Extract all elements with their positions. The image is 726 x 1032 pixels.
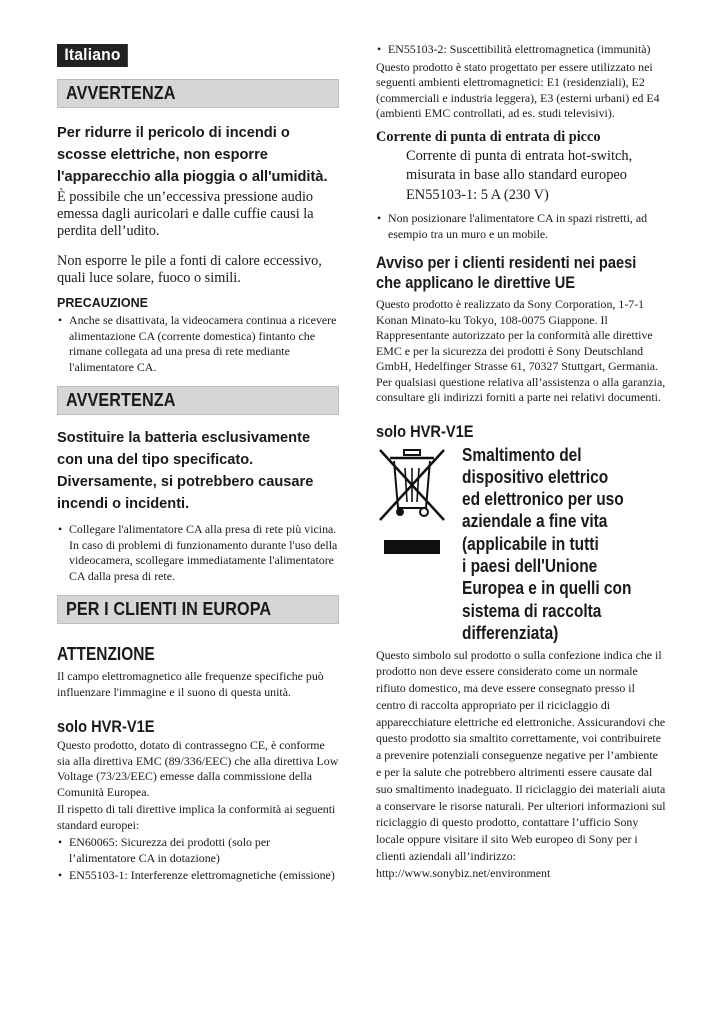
attention-heading: ATTENZIONE <box>57 644 155 664</box>
weee-title-line: i paesi dell'Unione <box>462 555 598 576</box>
weee-title-line: (applicabile in tutti <box>462 533 599 554</box>
warning-2-bullet: • Collegare l'alimentatore CA alla presa di rete più vicina. In caso di problemi di funzionamento durante l'uso della videocamera, scollegare immediatamente l'alimentatore CA dalla presa di rete. <box>57 522 339 584</box>
model-heading-left: solo HVR-V1E <box>57 717 155 736</box>
left-column <box>57 44 339 884</box>
warning-1-paragraph-2: Non esporre le pile a fonti di calore eccessivo, quali luce solare, fuoco o simili. <box>57 253 322 286</box>
warning-1-bold-text: Per ridurre il pericolo di incendi o scosse elettriche, non esporre l'apparecchio alla pioggia o all'umidità. <box>57 125 328 185</box>
eu-notice-heading: Avviso per i clienti residenti nei paesi che applicano le direttive UE <box>376 253 637 292</box>
eu-notice-text: Questo prodotto è realizzato da Sony Corporation, 1-7-1 Konan Minato-ku Tokyo, 108-0075 Giappone. Il Rappresentante autorizzato per la conformità alle direttive EMC e per la sicurezza dei prodotti è Sony Deutschland GmbH, Hedelfinger Strasse 61, 70327 Stuttgart, Germania. Per qualsiasi questione relativa all’assistenza o alla garanzia, consultare gli indirizzi forniti a parte nei relativi documenti. <box>376 297 666 404</box>
standard-bullet-1: • EN60065: Sicurezza dei prodotti (solo per l’alimentatore CA in dotazione) <box>57 835 339 866</box>
inrush-text: Corrente di punta di entrata hot-switch, misurata in base allo standard europeo EN55103-1: 5 A (230 V) <box>406 147 633 203</box>
attention-text: Il campo elettromagnetico alle frequenze specifiche può influenzare l'immagine e il suono di questa unità. <box>57 669 324 699</box>
weee-text: Questo simbolo sul prodotto o sulla confezione indica che il prodotto non deve essere considerato come un normale rifiuto domestico, ma deve essere consegnato presso il centro di raccolta appropriato per il riciclaggio di apparecchiature elettriche ed elettroniche. Assicurandovi che questo prodotto sia smaltito correttamente, voi contribuirete a prevenire potenziali conseguenze negative per l’ambiente e per la salute che potrebbero altrimenti essere causate dal suo smaltimento inadeguato. Il riciclaggio dei materiali aiuta a conservare le risorse naturali. Per ulteriori informazioni sul riciclaggio di questo prodotto, contattare l’ufficio Sony locale oppure visitare il sito Web europeo di Sony per i clienti aziendali all’indirizzo: <box>376 647 666 864</box>
weee-title-line: sistema di raccolta <box>462 600 602 621</box>
weee-block <box>376 446 666 651</box>
weee-title-line: dispositivo elettrico <box>462 466 609 487</box>
language-tag: Italiano <box>57 44 128 67</box>
section-heading-warning-1: AVVERTENZA <box>57 79 339 108</box>
placement-bullet: • Non posizionare l'alimentatore CA in spazi ristretti, ad esempio tra un muro e un mobile. <box>376 211 666 242</box>
warning-1-paragraph-1: È possibile che un’eccessiva pressione audio emessa dagli auricolari e dalle cuffie causi la perdita dell’udito. <box>57 189 314 239</box>
precaution-heading: PRECAUZIONE <box>57 296 148 310</box>
model-text: Questo prodotto, dotato di contrassegno CE, è conforme sia alla direttiva EMC (89/336/EEC) che alla direttiva Low Voltage (73/23/EEC) emesse dalla commissione della Comunità Europea. <box>57 738 339 799</box>
standard-bullet-2: • EN55103-1: Interferenze elettromagnetiche (emissione) <box>57 868 339 884</box>
section-heading-europe: PER I CLIENTI IN EUROPA <box>57 595 339 624</box>
standard-bullet-3: • EN55103-2: Suscettibilità elettromagnetica (immunità) <box>376 42 666 58</box>
precaution-bullet: • Anche se disattivata, la videocamera continua a ricevere alimentazione CA (corrente domestica) fintanto che rimane collegata ad una presa di rete mediante l'alimentatore CA. <box>57 313 339 375</box>
weee-title-line: differenziata) <box>462 622 559 643</box>
weee-title-line: Europea e in quelli con <box>462 578 632 599</box>
weee-title-line: aziendale a fine vita <box>462 511 608 532</box>
environment-text: Questo prodotto è stato progettato per essere utilizzato nei seguenti ambienti elettromagnetici: E1 (residenziali), E2 (commerciali e industria leggera), E3 (esterni urbani) ed E4 (ambienti EMC controllati, ad es. studi televisivi). <box>376 59 660 120</box>
conformity-text: Il rispetto di tali direttive implica la conformità ai seguenti standard europei: <box>57 802 336 832</box>
model-heading-right: solo HVR-V1E <box>376 421 474 441</box>
section-heading-warning-2: AVVERTENZA <box>57 386 339 415</box>
inrush-heading: Corrente di punta di entrata di picco <box>376 128 601 145</box>
weee-title <box>462 444 659 645</box>
weee-title-line: Smaltimento del <box>462 444 582 465</box>
crossed-bin-icon <box>376 448 448 566</box>
weee-title-line: ed elettronico per uso <box>462 489 624 510</box>
right-column <box>376 42 666 881</box>
warning-2-bold-text: Sostituire la batteria esclusivamente con una del tipo specificato. Diversamente, si potrebbero causare incendi o incidenti. <box>57 430 314 512</box>
weee-url[interactable]: http://www.sonybiz.net/environment <box>376 865 551 880</box>
